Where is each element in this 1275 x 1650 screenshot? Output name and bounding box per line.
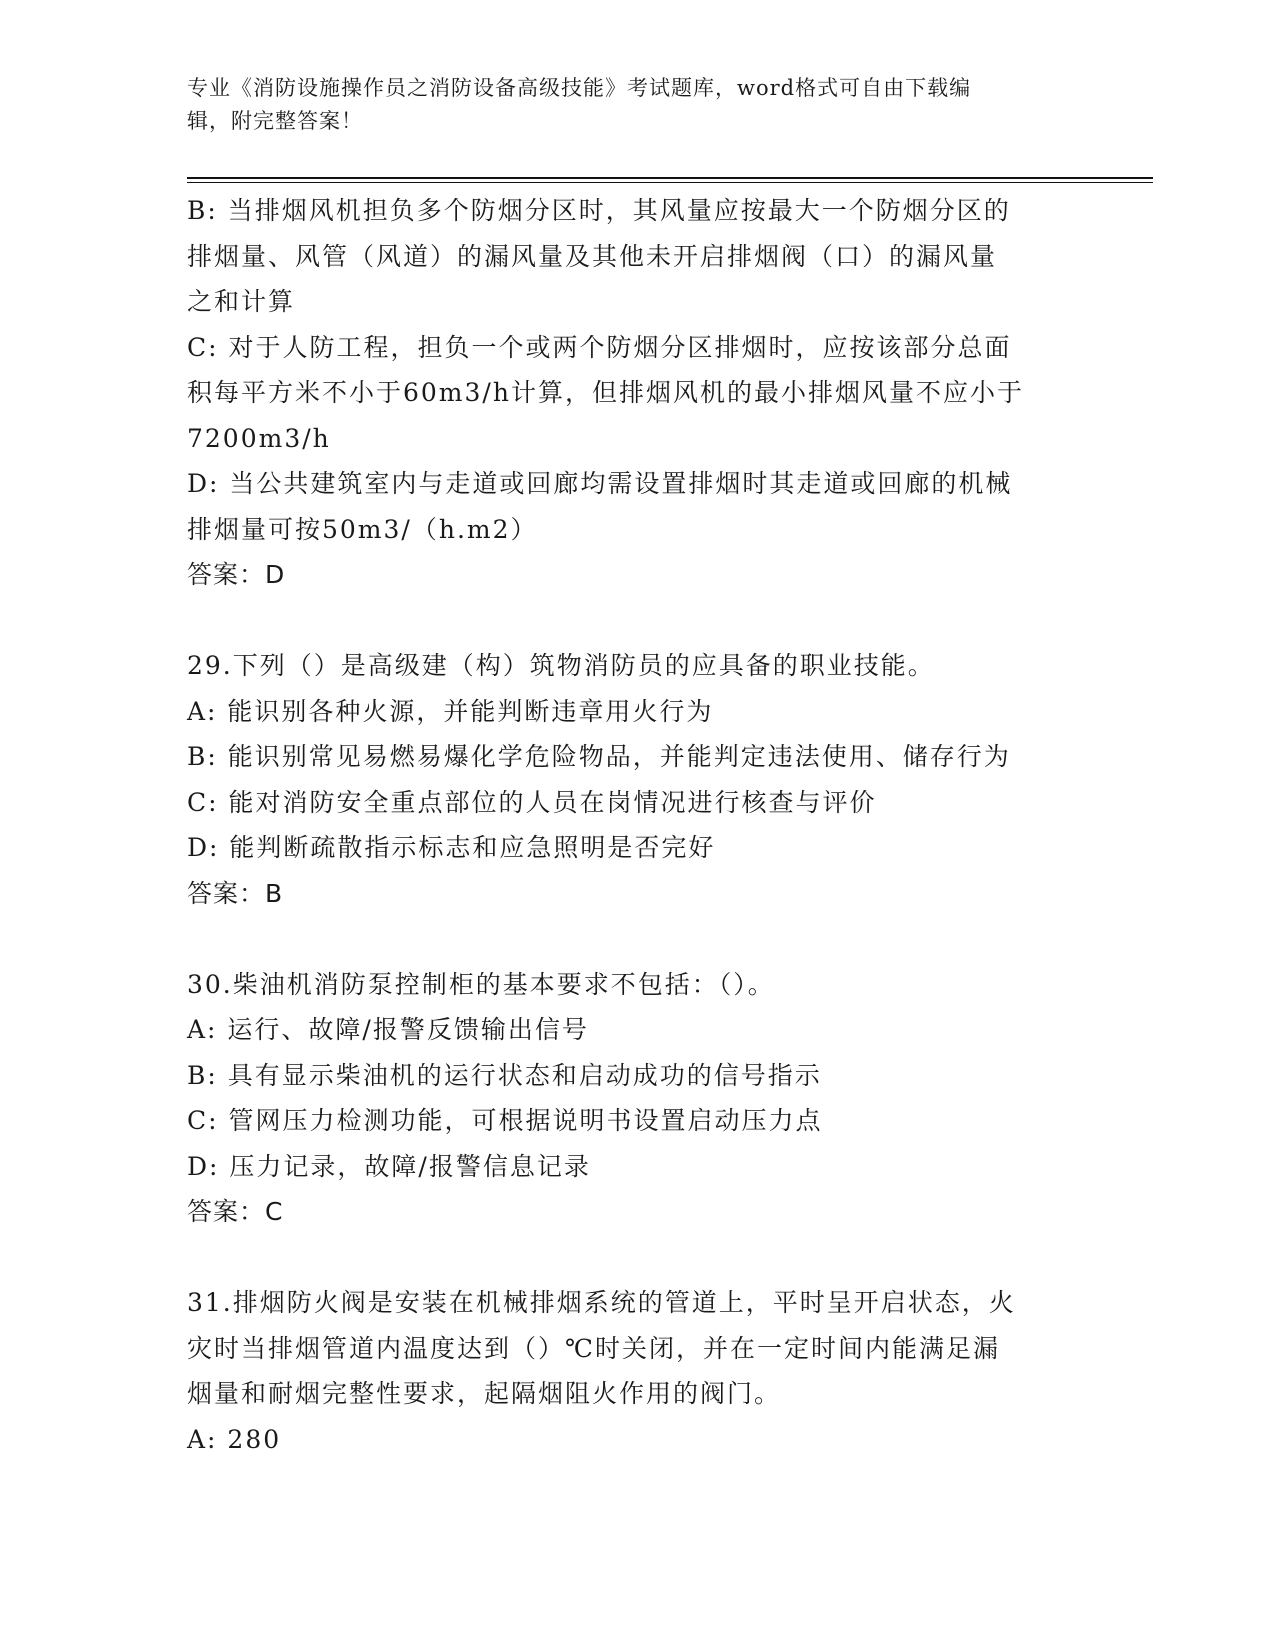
option-c-line: 积每平方米不小于60m3/h计算，但排烟风机的最小排烟风量不应小于 — [187, 378, 1024, 407]
question-stem-line: 烟量和耐烟完整性要求，起隔烟阻火作用的阀门。 — [187, 1379, 782, 1408]
option-b: B: 能识别常见易燃易爆化学危险物品，并能判定违法使用、储存行为 — [187, 742, 1011, 771]
option-c-line: 7200m3/h — [187, 423, 331, 453]
option-d-line: 排烟量可按50m3/（h.m2） — [187, 514, 538, 544]
option-c: C: 能对消防安全重点部位的人员在岗情况进行核查与评价 — [187, 787, 877, 817]
option-a: A: 运行、故障/报警反馈输出信号 — [187, 1015, 589, 1044]
spacer — [187, 916, 1077, 962]
option-d: D: 能判断疏散指示标志和应急照明是否完好 — [187, 833, 716, 862]
option-b-line: 排烟量、风管（风道）的漏风量及其他未开启排烟阀（口）的漏风量 — [187, 241, 998, 271]
document-header — [187, 72, 1067, 138]
question-29 — [187, 643, 1077, 916]
header-rule-thin — [187, 182, 1153, 183]
answer-label: 答案：B — [187, 878, 284, 908]
question-stem: 29.下列（）是高级建（构）筑物消防员的应具备的职业技能。 — [187, 651, 935, 680]
question-stem-line: 灾时当排烟管道内温度达到（）℃时关闭，并在一定时间内能满足漏 — [187, 1333, 1000, 1363]
spacer — [187, 1235, 1077, 1281]
option-d: D: 压力记录，故障/报警信息记录 — [187, 1151, 591, 1181]
option-b-line: B: 当排烟风机担负多个防烟分区时，其风量应按最大一个防烟分区的 — [187, 196, 1011, 225]
answer-label: 答案：C — [187, 1197, 284, 1226]
header-line: 专业《消防设施操作员之消防设备高级技能》考试题库，word格式可自由下载编 — [187, 76, 972, 100]
header-line: 辑，附完整答案！ — [187, 109, 363, 133]
spacer — [187, 598, 1077, 644]
option-b-line: 之和计算 — [187, 287, 296, 316]
option-b: B: 具有显示柴油机的运行状态和启动成功的信号指示 — [187, 1060, 822, 1090]
option-c-line: C: 对于人防工程，担负一个或两个防烟分区排烟时，应按该部分总面 — [187, 332, 1012, 362]
question-31 — [187, 1280, 1077, 1462]
question-content — [187, 188, 1077, 1462]
option-a: A: 280 — [187, 1424, 282, 1454]
option-a: A: 能识别各种火源，并能判断违章用火行为 — [187, 696, 714, 726]
answer-label: 答案：D — [187, 560, 286, 589]
question-30 — [187, 962, 1077, 1235]
question-stem-line: 31.排烟防火阀是安装在机械排烟系统的管道上，平时呈开启状态，火 — [187, 1288, 1016, 1317]
question-stem: 30.柴油机消防泵控制柜的基本要求不包括：（）。 — [187, 969, 775, 999]
prev-question-block — [187, 188, 1077, 598]
option-c: C: 管网压力检测功能，可根据说明书设置启动压力点 — [187, 1106, 823, 1135]
header-rule-thick — [187, 177, 1153, 179]
option-d-line: D: 当公共建筑室内与走道或回廊均需设置排烟时其走道或回廊的机械 — [187, 469, 1013, 498]
